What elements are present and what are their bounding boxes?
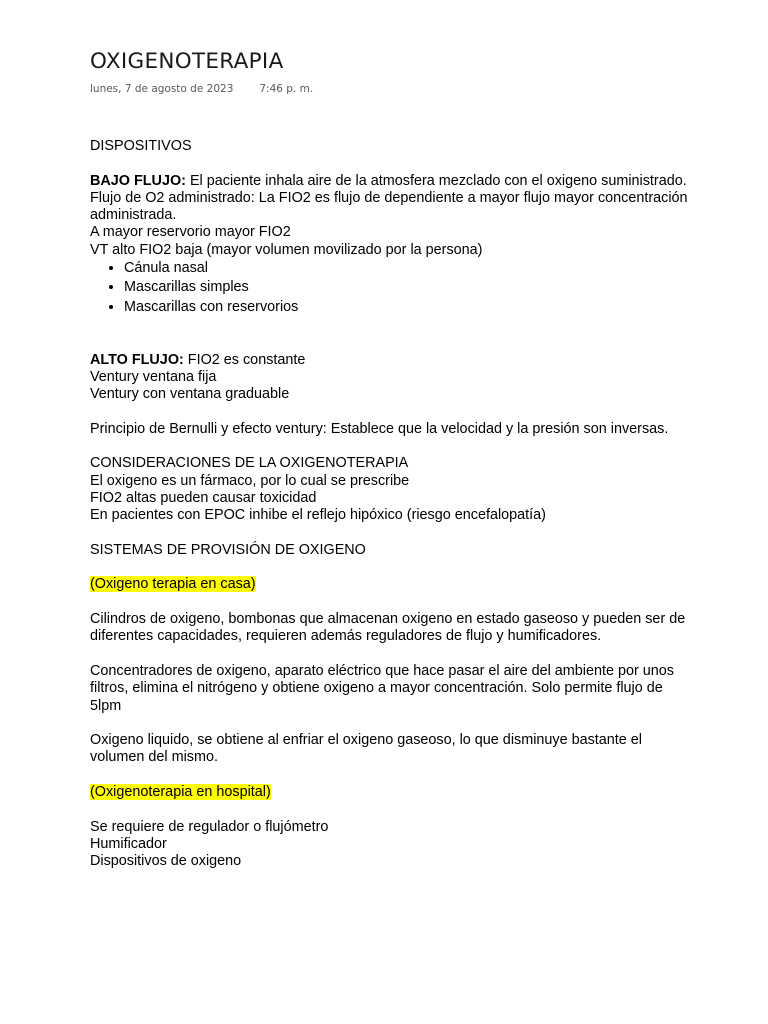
hospital-heading-line xyxy=(90,784,690,801)
document-body xyxy=(90,138,690,870)
page-time: 7:46 p. m. xyxy=(259,83,314,95)
consideraciones-line2: FIO2 altas pueden causar toxicidad xyxy=(90,489,317,506)
alto-flujo-text: FIO2 es constante xyxy=(183,351,306,368)
page-title: OXIGENOTERAPIA xyxy=(90,49,284,74)
alto-flujo-line2: Ventury ventana fija xyxy=(90,368,217,385)
bajo-flujo-paragraph xyxy=(90,173,690,190)
alto-flujo-label: ALTO FLUJO: xyxy=(90,351,184,368)
page-date: lunes, 7 de agosto de 2023 xyxy=(90,83,234,95)
page-meta xyxy=(90,83,313,95)
consideraciones-line1: El oxigeno es un fármaco, por lo cual se prescribe xyxy=(90,472,410,489)
alto-flujo-line3: Ventury con ventana graduable xyxy=(90,386,290,403)
bajo-flujo-line4: VT alto FIO2 baja (mayor volumen movilizado por la persona) xyxy=(90,241,483,258)
list-item: • Mascarillas con reservorios xyxy=(124,298,690,317)
consideraciones-heading: CONSIDERACIONES DE LA OXIGENOTERAPIA xyxy=(90,455,409,472)
sistemas-heading: SISTEMAS DE PROVISIÓN DE OXIGENO xyxy=(90,541,366,558)
alto-flujo-paragraph xyxy=(90,352,690,369)
bajo-flujo-line2: Flujo de O2 administrado: La FIO2 es flujo de dependiente a mayor flujo mayor concentración administrada. xyxy=(90,189,688,224)
casa-heading-line xyxy=(90,576,690,593)
bajo-flujo-text: El paciente inhala aire de la atmosfera mezclado con el oxigeno suministrado. xyxy=(185,172,687,189)
bajo-flujo-label: BAJO FLUJO: xyxy=(90,172,186,189)
cilindros-paragraph: Cilindros de oxigeno, bombonas que almacenan oxigeno en estado gaseoso y pueden ser de diferentes capacidades, requieren además reguladores de flujo y humificadores. xyxy=(90,611,686,645)
hospital-line3: Dispositivos de oxigeno xyxy=(90,853,242,870)
bernulli-paragraph: Principio de Bernulli y efecto ventury: Establece que la velocidad y la presión son inversas. xyxy=(90,420,669,437)
consideraciones-line3: En pacientes con EPOC inhibe el reflejo hipóxico (riesgo encefalopatía) xyxy=(90,507,546,524)
list-item: • Mascarillas simples xyxy=(124,278,690,297)
list-item: • Cánula nasal xyxy=(124,259,690,278)
dispositivos-heading: DISPOSITIVOS xyxy=(90,138,192,154)
hospital-line2: Humificador xyxy=(90,835,167,852)
hospital-heading: (Oxigenoterapia en hospital) xyxy=(90,783,271,800)
liquido-paragraph: Oxigeno liquido, se obtiene al enfriar el oxigeno gaseoso, lo que disminuye bastante el volumen del mismo. xyxy=(90,732,643,766)
casa-heading: (Oxigeno terapia en casa) xyxy=(90,576,256,593)
bajo-flujo-list xyxy=(90,259,690,317)
bajo-flujo-line3: A mayor reservorio mayor FIO2 xyxy=(90,224,291,241)
hospital-line1: Se requiere de regulador o flujómetro xyxy=(90,818,329,835)
concentradores-paragraph: Concentradores de oxigeno, aparato eléctrico que hace pasar el aire del ambiente por unos filtros, elimina el nitrógeno y obtiene oxigeno a mayor concentración. Solo permite flujo de 5lpm xyxy=(90,662,674,714)
